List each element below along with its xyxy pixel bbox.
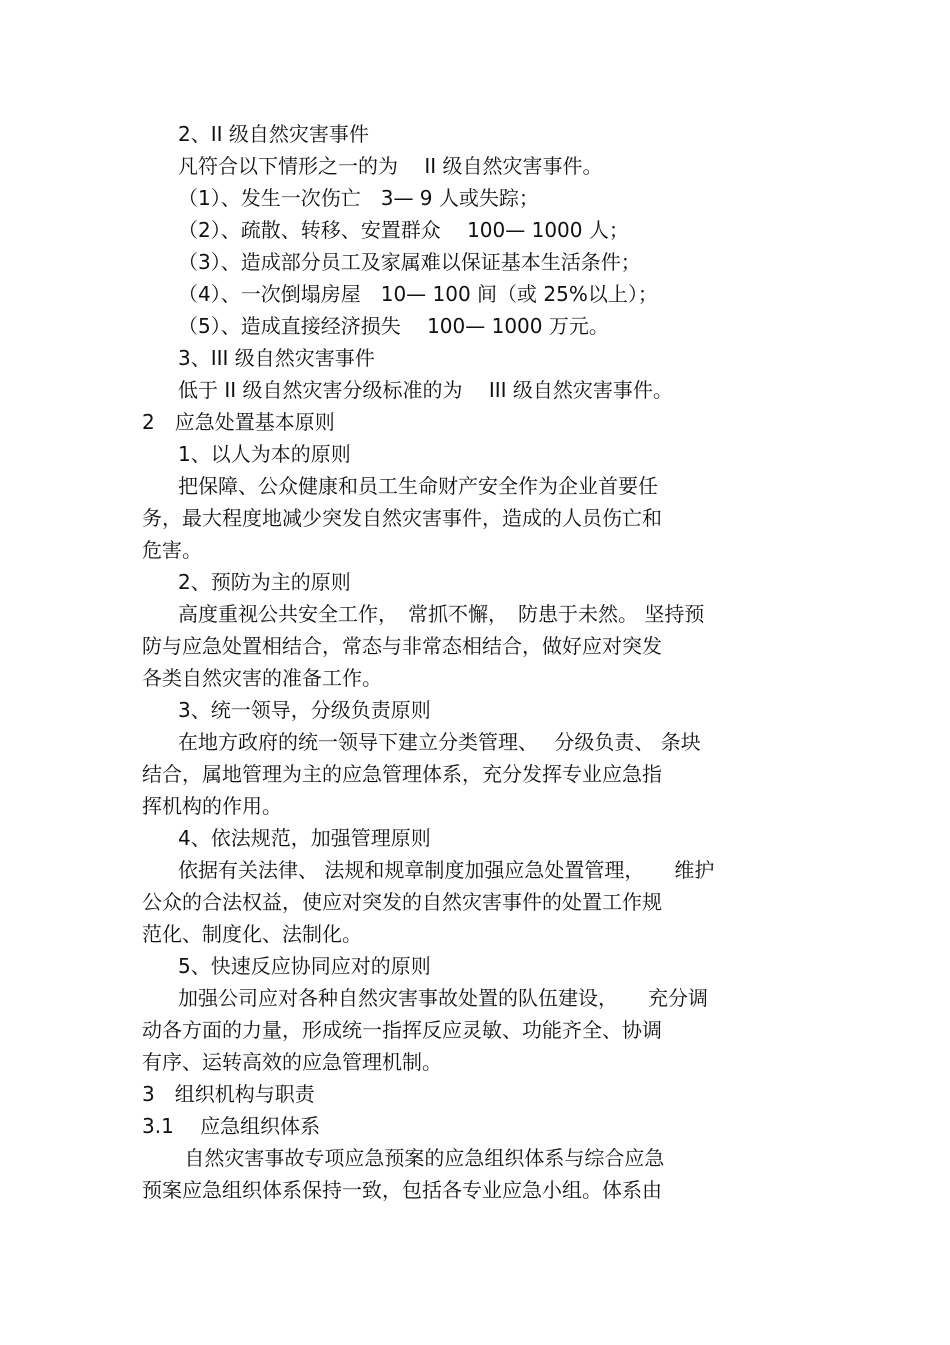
paragraph-line: 依据有关法律、 法规和规章制度加强应急处置管理， 维护 [178,858,715,882]
paragraph-line: 挥机构的作用。 [142,794,282,818]
paragraph-line: 结合，属地管理为主的应急管理体系，充分发挥专业应急指 [142,762,662,786]
paragraph-line: 凡符合以下情形之一的为 II 级自然灾害事件。 [178,154,603,178]
heading-level-3-event: 3、III 级自然灾害事件 [178,346,375,370]
paragraph-line: 把保障、公众健康和员工生命财产安全作为企业首要任 [178,474,658,498]
paragraph-line: 在地方政府的统一领导下建立分类管理、 分级负责、 条块 [178,730,701,754]
paragraph-line: 加强公司应对各种自然灾害事故处置的队伍建设， 充分调 [178,986,708,1010]
subsection-heading: 4、依法规范，加强管理原则 [178,826,431,850]
list-item: （5）、造成直接经济损失 100— 1000 万元。 [178,314,609,338]
paragraph-line: 各类自然灾害的准备工作。 [142,666,382,690]
subsection-heading: 1、以人为本的原则 [178,442,351,466]
list-item: （1）、发生一次伤亡 3— 9 人或失踪； [178,186,539,210]
paragraph-line: 动各方面的力量，形成统一指挥反应灵敏、功能齐全、协调 [142,1018,662,1042]
paragraph-line: 高度重视公共安全工作， 常抓不懈， 防患于未然。 坚持预 [178,602,705,626]
subsection-heading: 2、预防为主的原则 [178,570,351,594]
paragraph-line: 防与应急处置相结合，常态与非常态相结合，做好应对突发 [142,634,662,658]
paragraph-line: 低于 II 级自然灾害分级标准的为 III 级自然灾害事件。 [178,378,673,402]
paragraph-line: 公众的合法权益，使应对突发的自然灾害事件的处置工作规 [142,890,662,914]
subsection-heading: 3.1 应急组织体系 [142,1114,321,1138]
paragraph-line: 务，最大程度地减少突发自然灾害事件，造成的人员伤亡和 [142,506,662,530]
paragraph-line: 范化、制度化、法制化。 [142,922,362,946]
heading-level-2-event: 2、II 级自然灾害事件 [178,122,369,146]
list-item: （4）、一次倒塌房屋 10— 100 间（或 25%以上）； [178,282,658,306]
paragraph-line: 有序、运转高效的应急管理机制。 [142,1050,442,1074]
paragraph-line: 预案应急组织体系保持一致，包括各专业应急小组。体系由 [142,1178,662,1202]
paragraph-line: 危害。 [142,538,202,562]
section-heading: 3 组织机构与职责 [142,1082,315,1106]
subsection-heading: 3、统一领导，分级负责原则 [178,698,431,722]
paragraph-line: 自然灾害事故专项应急预案的应急组织体系与综合应急 [178,1146,665,1170]
list-item: （2）、疏散、转移、安置群众 100— 1000 人； [178,218,629,242]
list-item: （3）、造成部分员工及家属难以保证基本生活条件； [178,250,641,274]
section-heading: 2 应急处置基本原则 [142,410,335,434]
subsection-heading: 5、快速反应协同应对的原则 [178,954,431,978]
